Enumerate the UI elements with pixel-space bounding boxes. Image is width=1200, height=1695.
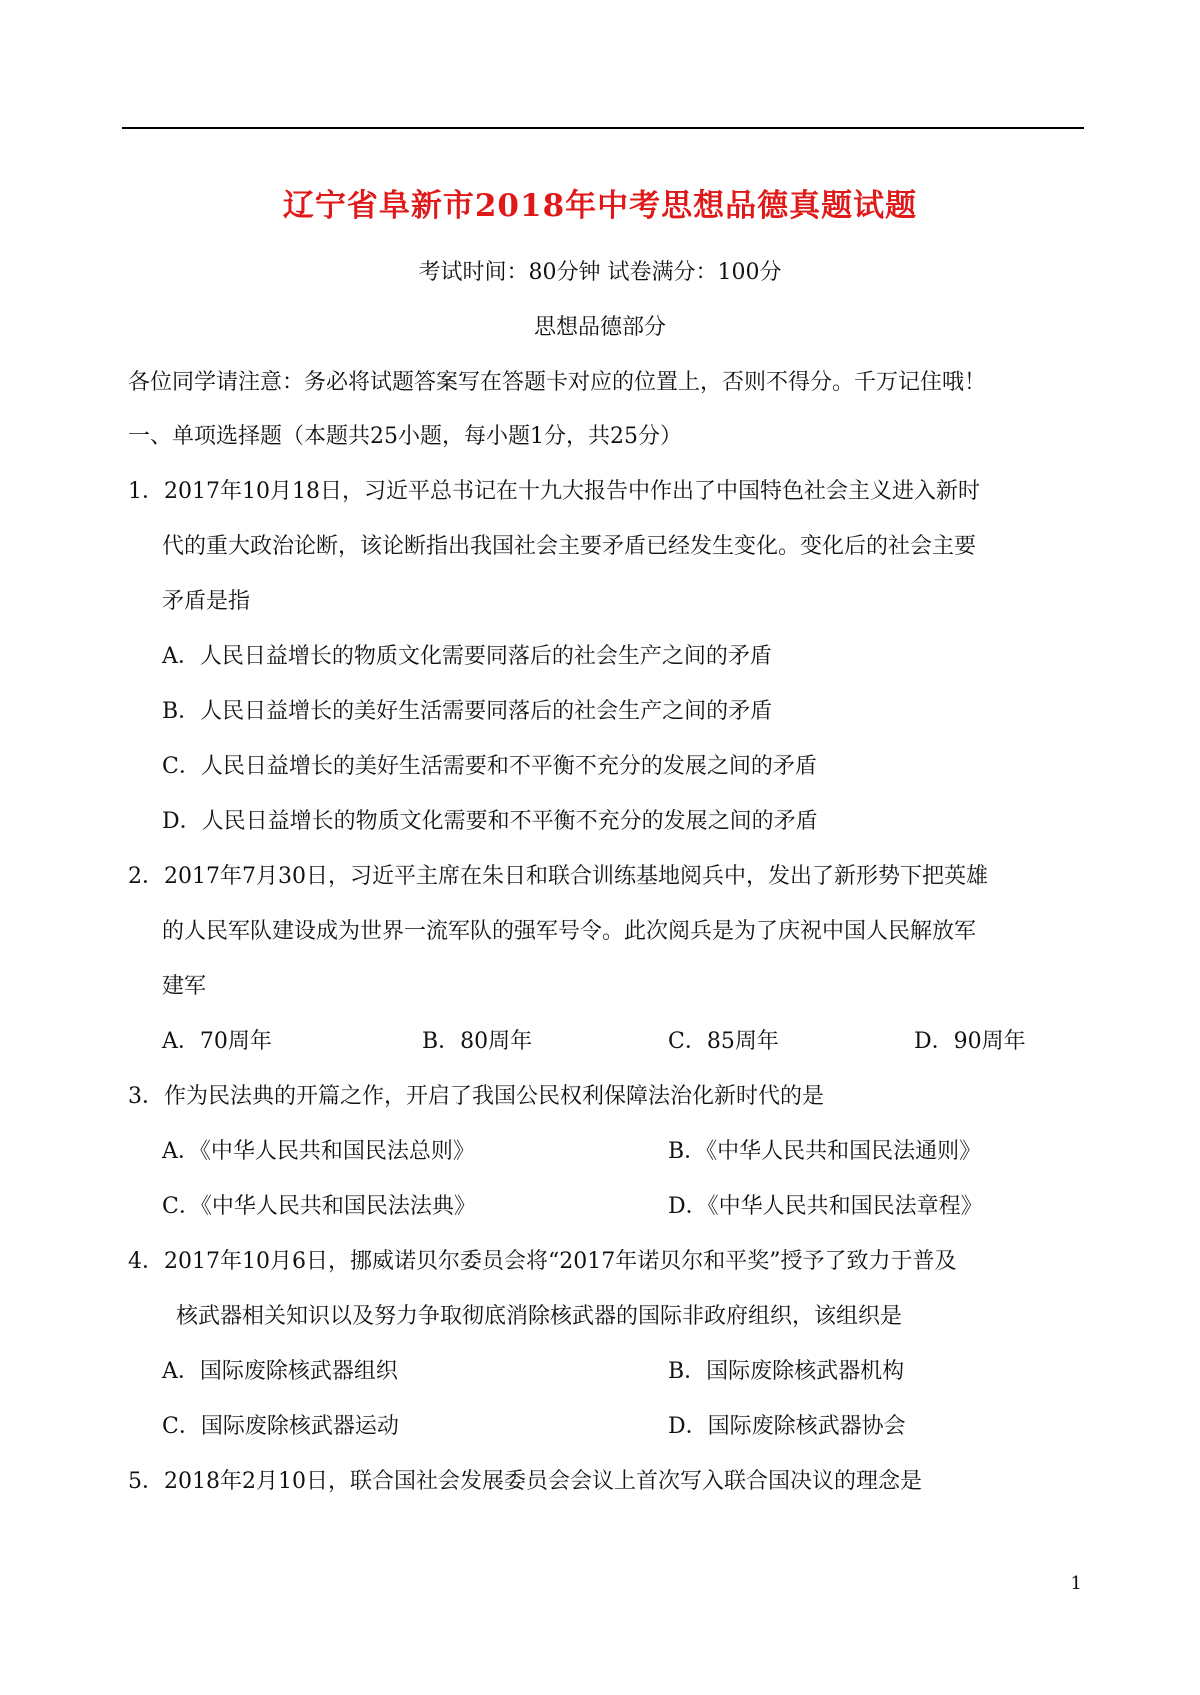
question-1-option-d: D．人民日益增长的物质文化需要和不平衡不充分的发展之间的矛盾 <box>162 809 818 834</box>
question-5-line-1: 5．2018年2月10日，联合国社会发展委员会会议上首次写入联合国决议的理念是 <box>128 1469 922 1494</box>
question-2-option-b: B．80周年 <box>422 1029 533 1054</box>
question-2-line-1: 2．2017年7月30日，习近平主席在朱日和联合训练基地阅兵中，发出了新形势下把英雄 <box>128 864 988 889</box>
question-3-option-d: D．《中华人民共和国民法章程》 <box>668 1194 983 1219</box>
page-number: 1 <box>1070 1573 1082 1594</box>
question-3-option-b: B．《中华人民共和国民法通则》 <box>668 1139 982 1164</box>
question-1-line-2: 代的重大政治论断，该论断指出我国社会主要矛盾已经发生变化。变化后的社会主要 <box>162 534 977 559</box>
document-title: 辽宁省阜新市2018年中考思想品德真题试题 <box>282 188 918 224</box>
question-2-line-3: 建军 <box>162 974 207 999</box>
question-2-line-2: 的人民军队建设成为世界一流军队的强军号令。此次阅兵是为了庆祝中国人民解放军 <box>162 919 977 944</box>
question-3-option-c: C．《中华人民共和国民法法典》 <box>162 1194 476 1219</box>
question-3-option-a: A．《中华人民共和国民法总则》 <box>162 1139 475 1164</box>
question-1-option-b: B．人民日益增长的美好生活需要同落后的社会生产之间的矛盾 <box>162 699 773 724</box>
part-heading: 一、单项选择题（本题共25小题，每小题1分，共25分） <box>128 424 682 449</box>
question-2-option-a: A．70周年 <box>162 1029 272 1054</box>
question-4-line-1: 4．2017年10月6日，挪威诺贝尔委员会将“2017年诺贝尔和平奖”授予了致力于普及 <box>128 1249 957 1274</box>
question-1-option-a: A．人民日益增长的物质文化需要同落后的社会生产之间的矛盾 <box>162 644 772 669</box>
header-rule <box>122 127 1084 129</box>
question-4-line-2: 核武器相关知识以及努力争取彻底消除核武器的国际非政府组织，该组织是 <box>176 1304 903 1329</box>
question-4-option-a: A．国际废除核武器组织 <box>162 1359 398 1384</box>
question-4-option-b: B．国际废除核武器机构 <box>668 1359 905 1384</box>
question-4-option-c: C．国际废除核武器运动 <box>162 1414 399 1439</box>
question-4-option-d: D．国际废除核武器协会 <box>668 1414 906 1439</box>
question-1-line-3: 矛盾是指 <box>162 589 251 614</box>
question-2-option-d: D．90周年 <box>914 1029 1026 1054</box>
question-1-line-1: 1．2017年10月18日，习近平总书记在十九大报告中作出了中国特色社会主义进入新时 <box>128 479 980 504</box>
question-3-line-1: 3．作为民法典的开篇之作，开启了我国公民权利保障法治化新时代的是 <box>128 1084 824 1109</box>
section-title: 思想品德部分 <box>533 315 666 340</box>
question-1-option-c: C．人民日益增长的美好生活需要和不平衡不充分的发展之间的矛盾 <box>162 754 817 779</box>
exam-info: 考试时间：80分钟 试卷满分：100分 <box>418 260 782 285</box>
question-2-option-c: C．85周年 <box>668 1029 779 1054</box>
notice: 各位同学请注意：务必将试题答案写在答题卡对应的位置上，否则不得分。千万记住哦！ <box>128 370 987 395</box>
